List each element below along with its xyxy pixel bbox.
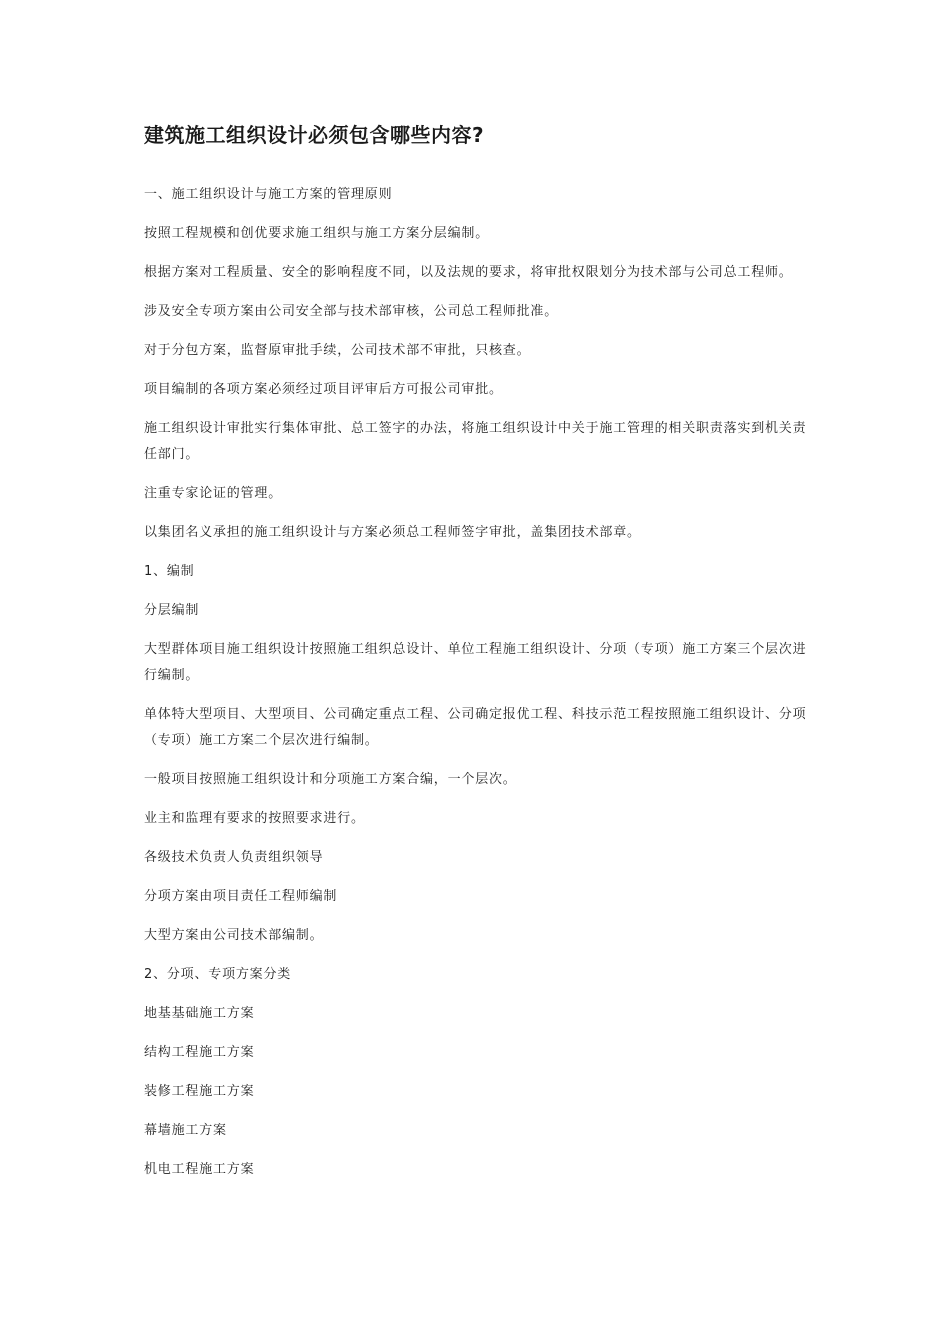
list-item: 地基基础施工方案	[144, 1006, 255, 1021]
paragraph: 以集团名义承担的施工组织设计与方案必须总工程师签字审批，盖集团技术部章。	[144, 525, 641, 540]
paragraph: 按照工程规模和创优要求施工组织与施工方案分层编制。	[144, 226, 490, 241]
paragraph: 各级技术负责人负责组织领导	[144, 850, 324, 865]
document-page	[144, 118, 814, 1196]
paragraph: 注重专家论证的管理。	[144, 486, 283, 501]
paragraph: 一、施工组织设计与施工方案的管理原则	[144, 187, 393, 202]
section-heading: 2、分项、专项方案分类	[144, 967, 292, 982]
paragraph: 业主和监理有要求的按照要求进行。	[144, 811, 365, 826]
paragraph: 施工组织设计审批实行集体审批、总工签字的办法，将施工组织设计中关于施工管理的相关职责落实到机关责任部门。	[144, 421, 807, 462]
paragraph: 项目编制的各项方案必须经过项目评审后方可报公司审批。	[144, 382, 503, 397]
list-item: 结构工程施工方案	[144, 1045, 255, 1060]
document-title: 建筑施工组织设计必须包含哪些内容?	[144, 123, 485, 147]
paragraph: 单体特大型项目、大型项目、公司确定重点工程、公司确定报优工程、科技示范工程按照施工组织设计、分项（专项）施工方案二个层次进行编制。	[144, 707, 807, 748]
list-item: 机电工程施工方案	[144, 1162, 255, 1177]
paragraph: 大型群体项目施工组织设计按照施工组织总设计、单位工程施工组织设计、分项（专项）施工方案三个层次进行编制。	[144, 642, 807, 683]
document-body	[144, 182, 814, 1183]
paragraph: 涉及安全专项方案由公司安全部与技术部审核，公司总工程师批准。	[144, 304, 559, 319]
section-heading: 1、编制	[144, 564, 195, 579]
paragraph: 对于分包方案，监督原审批手续，公司技术部不审批，只核查。	[144, 343, 531, 358]
paragraph: 一般项目按照施工组织设计和分项施工方案合编，一个层次。	[144, 772, 517, 787]
list-item: 幕墙施工方案	[144, 1123, 227, 1138]
list-item: 装修工程施工方案	[144, 1084, 255, 1099]
paragraph: 分层编制	[144, 603, 200, 618]
paragraph: 分项方案由项目责任工程师编制	[144, 889, 338, 904]
paragraph: 根据方案对工程质量、安全的影响程度不同，以及法规的要求，将审批权限划分为技术部与公司总工程师。	[144, 265, 793, 280]
paragraph: 大型方案由公司技术部编制。	[144, 928, 324, 943]
